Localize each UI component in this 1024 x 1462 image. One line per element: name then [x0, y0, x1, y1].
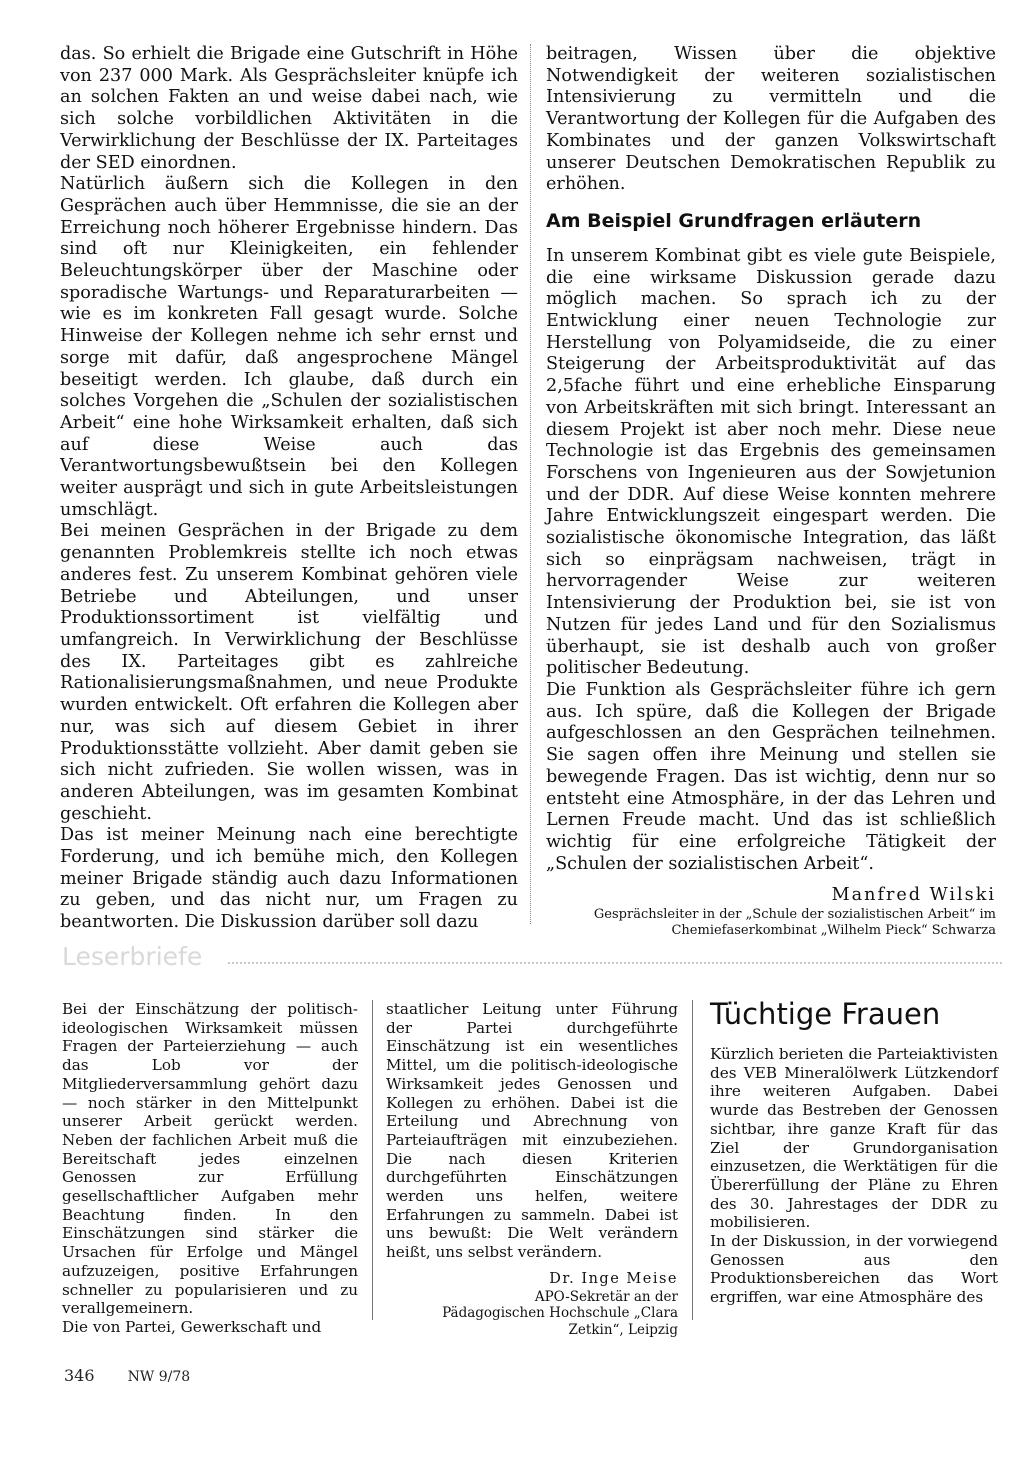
author-name: Manfred Wilski	[831, 885, 996, 906]
column-divider	[692, 1000, 693, 1320]
letter-paragraph: Kürzlich berieten die Parteiaktivisten des VEB Mineralölwerk Lützkendorf ihre weiteren Aufgaben. Dabei wurde das Bestreben der Genossen sichtbar, ihre ganze Kraft für das Ziel der Grundorganisation einzusetzen, die Werktätigen für die Übererfüllung der Pläne zu Ehren des 30. Jahrestages der DDR zu mobilisieren.	[710, 1045, 998, 1232]
section-heading: Am Beispiel Grundfragen erläutern	[546, 209, 922, 232]
article-paragraph: In unserem Kombinat gibt es viele gute Beispiele, die eine wirksame Diskussion gerade dazu möglich machen. So sprach ich zu der Entwicklung einer neuen Technologie zur Herstellung von Polyamidseide, die zu einer Steigerung der Arbeitsproduktivität auf das 2,5fache führt und eine erhebliche Einsparung von Arbeitskräften mit sich bringt. Interessant an diesem Projekt ist aber noch mehr. Diese neue Technologie ist das Ergebnis des gemeinsamen Forschens von Ingenieuren aus der Sowjetunion und der DDR. Auf diese Weise konnten mehrere Jahre Entwicklungszeit eingespart werden. Die sozialistische ökonomische Integration, das läßt sich so einprägsam nachweisen, trägt in hervorragender Weise zur weiteren Intensivierung der Produktion bei, sie ist von Nutzen für jedes Land und für den Sozialismus überhaupt, sie ist deshalb auch von großer politischer Bedeutung.	[546, 245, 996, 679]
letter-paragraph: Die von Partei, Gewerkschaft und	[62, 1317, 322, 1336]
column-divider	[530, 44, 532, 924]
author-role-line: Gesprächsleiter in der „Schule der sozialistischen Arbeit“ im	[593, 907, 996, 923]
letter-column-1	[62, 1000, 358, 1337]
article-column-right	[546, 44, 996, 939]
letter-author-role-line: Pädagogischen Hochschule „Clara	[442, 1305, 678, 1322]
article-paragraph: Das ist meiner Meinung nach eine berechtigte Forderung, und ich bemühe mich, den Kollegen meiner Brigade ständig auch dazu Informationen zu geben, und das nicht nur, um Fragen zu beantworten. Die Diskussion darüber soll dazu	[60, 825, 518, 933]
article-paragraph: Bei meinen Gesprächen in der Brigade zu dem genannten Problemkreis stellte ich noch etwas anderes fest. Zu unserem Kombinat gehören viele Betriebe und Abteilungen, und unser Produktionssortiment ist vielfältig und umfangreich. In Verwirklichung der Beschlüsse des IX. Parteitages gibt es zahlreiche Rationalisierungsmaßnahmen, und neue Produkte wurden entwickelt. Oft erfahren die Kollegen aber nur, was sich auf diesem Gebiet in ihrer Produktionsstätte vollzieht. Aber damit geben sie sich nicht zufrieden. Sie wollen wissen, was in anderen Abteilungen, was im gesamten Kombinat geschieht.	[60, 521, 518, 824]
section-rule	[228, 962, 1002, 964]
letter-column-3	[710, 995, 998, 1307]
letter-title: Tüchtige Frauen	[710, 997, 941, 1031]
author-role-line: Chemiefaserkombinat „Wilhelm Pieck“ Schwarza	[671, 923, 996, 939]
article-paragraph: Natürlich äußern sich die Kollegen in den Gesprächen auch über Hemmnisse, die sie an der Erreichung noch höherer Ergebnisse hindern. Das sind oft nur Kleinigkeiten, ein fehlender Beleuchtungskörper über der Maschine oder sporadische Wartungs- und Reparaturarbeiten — wie es im konkreten Fall gesagt wurde. Solche Hinweise der Kollegen nehme ich sehr ernst und sorge mit dafür, daß angesprochene Mängel beseitigt werden. Ich glaube, daß durch ein solches Vorgehen die „Schulen der sozialistischen Arbeit“ eine hohe Wirksamkeit erhalten, daß sich auf diese Weise auch das Verantwortungsbewußtsein bei den Kollegen weiter ausprägt und sich in gute Arbeitsleistungen umschlägt.	[60, 174, 518, 520]
letter-paragraph: staatlicher Leitung unter Führung der Partei durchgeführte Einschätzung ist ein wesentliches Mittel, um die politisch-ideologische Wirksamkeit jedes Genossen und Kollegen zu erhöhen. Dabei ist die Erteilung und Abrechnung von Parteiaufträgen mit einzubeziehen. Die nach diesen Kriterien durchgeführten Einschätzungen werden uns helfen, weitere Erfahrungen zu sammeln. Dabei ist uns bewußt: Die Welt verändern heißt, uns selbst verändern.	[386, 1000, 678, 1262]
article-paragraph: das. So erhielt die Brigade eine Gutschrift in Höhe von 237 000 Mark. Als Gesprächsleiter knüpfe ich an solchen Fakten an und weise dabei nach, wie sich solche vorbildlichen Aktivitäten in die Verwirklichung der Beschlüsse der IX. Parteitages der SED einordnen.	[60, 44, 518, 173]
section-label: Leserbriefe	[62, 942, 203, 971]
letter-author-role-line: Zetkin“, Leipzig	[568, 1321, 678, 1338]
letter-column-2	[386, 1000, 678, 1338]
article-column-left	[60, 44, 518, 934]
letter-paragraph: Bei der Einschätzung der politisch-ideologischen Wirksamkeit müssen Fragen der Parteierziehung — auch das Lob vor der Mitgliederversammlung gehört dazu — noch stärker in den Mittelpunkt unserer Arbeit gerückt werden. Neben der fachlichen Arbeit muß die Bereitschaft jedes einzelnen Genossen zur Erfüllung gesellschaftlicher Aufgaben mehr Beachtung finden. In den Einschätzungen sind stärker die Ursachen für Erfolge und Mängel aufzuzeigen, positive Erfahrungen schneller zu popularisieren und zu verallgemeinern.	[62, 1000, 358, 1318]
article-paragraph: Die Funktion als Gesprächsleiter führe ich gern aus. Ich spüre, daß die Kollegen der Brigade aufgeschlossen an den Gesprächen teilnehmen. Sie sagen offen ihre Meinung und stellen sie bewegende Fragen. Das ist wichtig, denn nur so entsteht eine Atmosphäre, in der das Lehren und Lernen Freude macht. Und das ist schließlich wichtig für eine erfolgreiche Tätigkeit der „Schulen der sozialistischen Arbeit“.	[546, 679, 996, 874]
page-number: 346	[64, 1366, 95, 1385]
letter-author-name: Dr. Inge Meise	[549, 1270, 678, 1287]
letter-paragraph: In der Diskussion, in der vorwiegend Genossen aus den Produktionsbereichen das Wort ergriffen, war eine Atmosphäre des	[710, 1232, 998, 1307]
page-footer	[64, 1366, 190, 1385]
letter-author-role-line: APO-Sekretär an der	[534, 1288, 678, 1305]
column-divider	[372, 1000, 373, 1320]
issue-label: NW 9/78	[127, 1369, 191, 1385]
article-paragraph: beitragen, Wissen über die objektive Notwendigkeit der weiteren sozialistischen Intensivierung zu vermitteln und die Verantwortung der Kollegen für die Aufgaben des Kombinates und der ganzen Volkswirtschaft unserer Deutschen Demokratischen Republik zu erhöhen.	[546, 44, 996, 195]
